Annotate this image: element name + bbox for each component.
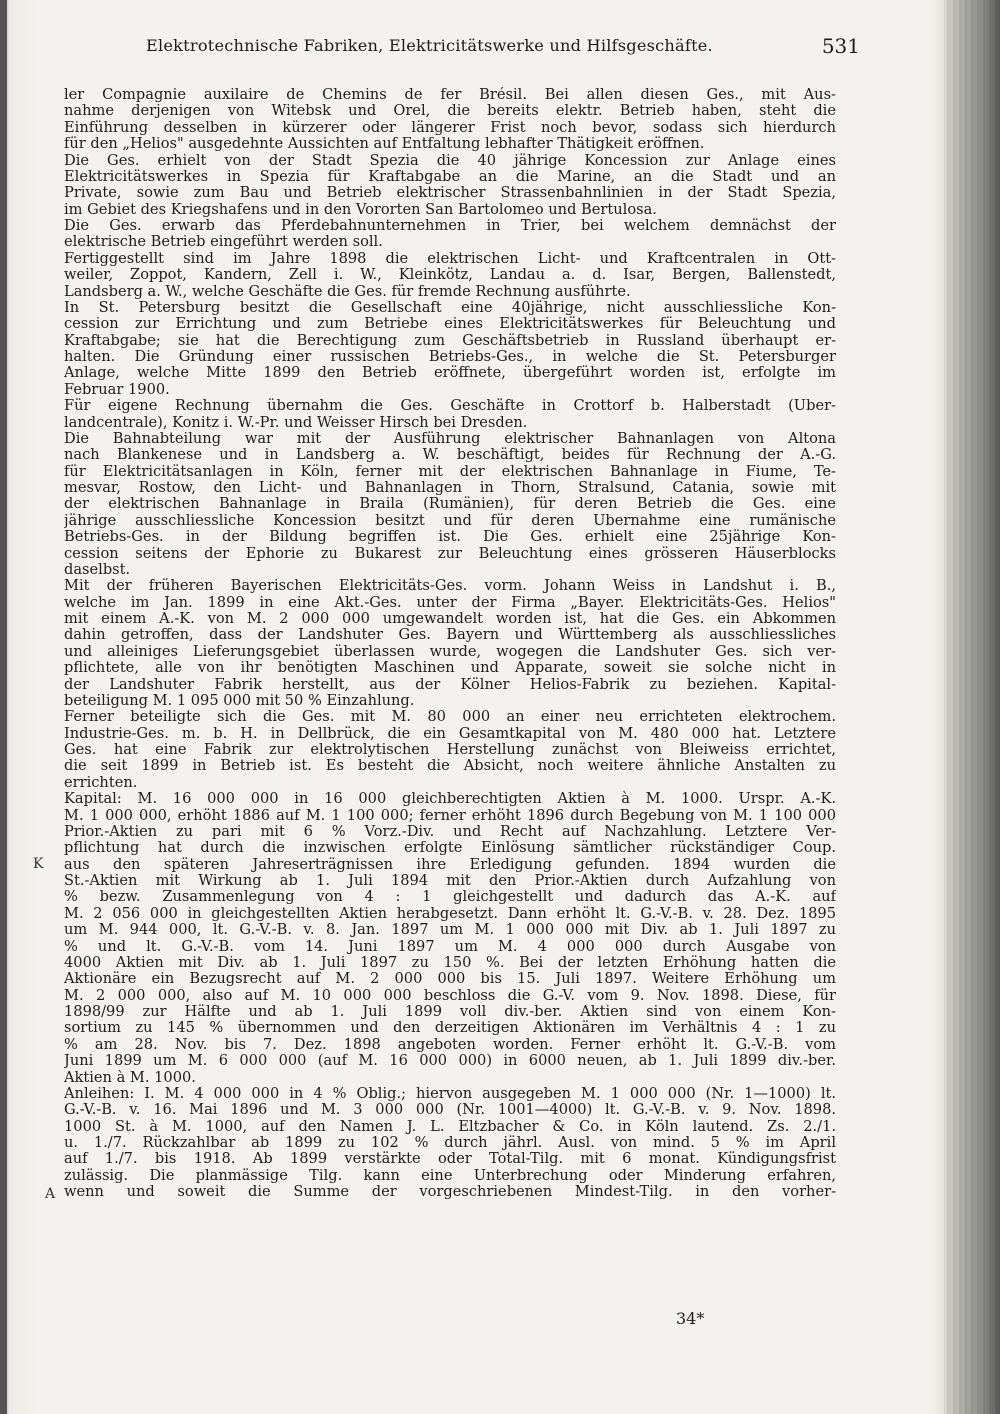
text-line: % bezw. Zusammenlegung von 4 : 1 gleichgestellt und dadurch das A.-K. auf: [64, 889, 836, 906]
text-line: Kapital: M. 16 000 000 in 16 000 gleichberechtigten Aktien à M. 1000. Urspr. A.-K.: [64, 791, 836, 808]
text-line: 1000 St. à M. 1000, auf den Namen J. L. Eltzbacher & Co. in Köln lautend. Zs. 2./1.: [64, 1118, 836, 1135]
text-line: cession seitens der Ephorie zu Bukarest zur Beleuchtung eines grösseren Häuserblocks: [64, 545, 836, 562]
text-line: mit einem A.-K. von M. 2 000 000 umgewandelt worden ist, hat die Ges. ein Abkommen: [64, 611, 836, 627]
text-line: M. 2 000 000, also auf M. 10 000 000 beschloss die G.-V. vom 9. Nov. 1898. Diese, für: [64, 987, 836, 1004]
text-line: wenn und soweit die Summe der vorgeschriebenen Mindest-Tilg. in den vorher-: [64, 1184, 836, 1201]
text-line: In St. Petersburg besitzt die Gesellschaft eine 40jährige, nicht ausschliessliche Kon-: [64, 299, 836, 316]
text-line: % und lt. G.-V.-B. vom 14. Juni 1897 um M. 4 000 000 durch Ausgabe von: [64, 938, 836, 955]
text-line: Elektricitätswerkes in Spezia für Kraftabgabe an die Marine, an die Stadt und an: [64, 168, 836, 185]
text-line: 1898/99 zur Hälfte und ab 1. Juli 1899 voll div.-ber. Aktien sind von einem Kon-: [64, 1004, 836, 1020]
text-line: elektrische Betrieb eingeführt werden soll.: [64, 234, 383, 251]
text-line: im Gebiet des Kriegshafens und in den Vororten San Bartolomeo und Bertulosa.: [64, 201, 657, 218]
margin-mark-anleihen: A: [45, 1186, 56, 1202]
text-line: Anleihen: I. M. 4 000 000 in 4 % Oblig.; hiervon ausgegeben M. 1 000 000 (Nr. 1—1000) lt.: [64, 1085, 836, 1102]
text-line: Für eigene Rechnung übernahm die Ges. Geschäfte in Crottorf b. Halberstadt (Über-: [64, 398, 836, 415]
text-line: aus den späteren Jahreserträgnissen ihre Erledigung gefunden. 1894 wurden die: [64, 856, 836, 873]
text-line: jährige ausschliessliche Koncession besitzt und für deren Übernahme eine rumänische: [64, 512, 836, 529]
text-line: M. 2 056 000 in gleichgestellten Aktien herabgesetzt. Dann erhöht lt. G.-V.-B. v. 28. Dez. 1895: [64, 905, 836, 922]
text-line: u. 1./7. Rückzahlbar ab 1899 zu 102 % durch jährl. Ausl. von mind. 5 % im April: [64, 1135, 836, 1151]
text-line: weiler, Zoppot, Kandern, Zell i. W., Kleinkötz, Landau a. d. Isar, Bergen, Ballenstedt,: [64, 267, 836, 284]
text-line: Die Bahnabteilung war mit der Ausführung elektrischer Bahnanlagen von Altona: [64, 430, 836, 447]
text-line: dahin getroffen, dass der Landshuter Ges. Bayern und Württemberg als ausschliessliches: [64, 627, 836, 644]
text-line: für Elektricitätsanlagen in Köln, ferner mit der elektrischen Bahnanlage in Fiume, Te-: [64, 463, 836, 480]
text-line: G.-V.-B. v. 16. Mai 1896 und M. 3 000 000 (Nr. 1001—4000) lt. G.-V.-B. v. 9. Nov. 1898.: [64, 1102, 836, 1119]
text-line: errichten.: [64, 774, 138, 791]
text-line: mesvar, Rostow, den Licht- und Bahnanlagen in Thorn, Stralsund, Catania, sowie mit: [64, 480, 836, 496]
text-line: Einführung desselben in kürzerer oder längerer Frist noch bevor, sodass sich hierdurch: [64, 119, 836, 136]
text-line: Prior.-Aktien zu pari mit 6 % Vorz.-Div. und Recht auf Nachzahlung. Letztere Ver-: [64, 823, 836, 840]
text-line: Betriebs-Ges. in der Bildung begriffen ist. Die Ges. erhielt eine 25jährige Kon-: [64, 529, 836, 546]
text-line: landcentrale), Konitz i. W.-Pr. und Weisser Hirsch bei Dresden.: [64, 414, 528, 431]
text-line: pflichtung hat durch die inzwischen erfolgte Einlösung sämtlicher rückständiger Coup.: [64, 840, 836, 857]
text-line: daselbst.: [64, 561, 131, 578]
text-line: nach Blankenese und in Landsberg a. W. beschäftigt, beides für Rechnung der A.-G.: [64, 447, 836, 464]
text-line: Kraftabgabe; sie hat die Berechtigung zum Geschäftsbetrieb in Russland überhaupt er-: [64, 332, 836, 349]
body-text: [64, 87, 836, 1201]
text-line: um M. 944 000, lt. G.-V.-B. v. 8. Jan. 1897 um M. 1 000 000 mit Div. ab 1. Juli 1897 zu: [64, 922, 836, 939]
text-line: Aktien à M. 1000.: [64, 1069, 196, 1086]
text-line: % am 28. Nov. bis 7. Dez. 1898 angeboten worden. Ferner erhöht lt. G.-V.-B. vom: [64, 1036, 836, 1053]
text-line: welche im Jan. 1899 in eine Akt.-Ges. unter der Firma „Bayer. Elektricitäts-Ges. Helios": [64, 594, 836, 611]
text-line: St.-Aktien mit Wirkung ab 1. Juli 1894 mit den Prior.-Aktien durch Aufzahlung von: [64, 873, 836, 889]
signature-mark: 34*: [676, 1309, 705, 1328]
text-line: Ferner beteiligte sich die Ges. mit M. 80 000 an einer neu errichteten elektrochem.: [64, 709, 836, 726]
text-line: der Landshuter Fabrik herstellt, aus der Kölner Helios-Fabrik zu beziehen. Kapital-: [64, 676, 836, 693]
text-line: Private, sowie zum Bau und Betrieb elektrischer Strassenbahnlinien in der Stadt Spezia,: [64, 185, 836, 202]
text-line: Ges. hat eine Fabrik zur elektrolytischen Herstellung zunächst von Bleiweiss errichtet,: [64, 742, 836, 758]
margin-mark-kapital: K: [33, 856, 44, 872]
running-title: Elektrotechnische Fabriken, Elektricitätswerke und Hilfsgeschäfte.: [146, 36, 713, 55]
page-left-shadow: [0, 0, 7, 1414]
text-line: Fertiggestellt sind im Jahre 1898 die elektrischen Licht- und Kraftcentralen in Ott-: [64, 250, 836, 267]
book-binding-edge: [944, 0, 1000, 1414]
text-line: Die Ges. erwarb das Pferdebahnunternehmen in Trier, bei welchem demnächst der: [64, 218, 836, 234]
page-number: 531: [821, 34, 860, 58]
text-line: M. 1 000 000, erhöht 1886 auf M. 1 100 000; ferner erhöht 1896 durch Begebung von M. 1 100 000: [64, 807, 836, 824]
text-line: Juni 1899 um M. 6 000 000 (auf M. 16 000 000) in 6000 neuen, ab 1. Juli 1899 div.-ber.: [64, 1053, 836, 1070]
text-line: 4000 Aktien mit Div. ab 1. Juli 1897 zu 150 %. Bei der letzten Erhöhung hatten die: [64, 954, 836, 971]
running-head: [60, 36, 860, 62]
text-line: und alleiniges Lieferungsgebiet überlassen wurde, wogegen die Landshuter Ges. sich ver-: [64, 643, 836, 660]
text-line: pflichtete, alle von ihr benötigten Maschinen und Apparate, soweit sie solche nicht in: [64, 660, 836, 677]
text-line: cession zur Errichtung und zum Betriebe eines Elektricitätswerkes für Beleuchtung und: [64, 316, 836, 333]
text-line: zulässig. Die planmässige Tilg. kann eine Unterbrechung oder Minderung erfahren,: [64, 1167, 836, 1184]
text-line: Aktionäre ein Bezugsrecht auf M. 2 000 000 bis 15. Juli 1897. Weitere Erhöhung um: [64, 971, 836, 988]
text-line: halten. Die Gründung einer russischen Betriebs-Ges., in welche die St. Petersburger: [64, 349, 836, 365]
text-line: auf 1./7. bis 1918. Ab 1899 verstärkte oder Total-Tilg. mit 6 monat. Kündigungsfrist: [64, 1151, 836, 1168]
text-line: der elektrischen Bahnanlage in Braila (Rumänien), für deren Betrieb die Ges. eine: [64, 496, 836, 513]
text-line: nahme derjenigen von Witebsk und Orel, die bereits elektr. Betrieb haben, steht die: [64, 103, 836, 120]
text-line: Anlage, welche Mitte 1899 den Betrieb eröffnete, übergeführt worden ist, erfolgte im: [64, 365, 836, 382]
text-line: für den „Helios" ausgedehnte Aussichten auf Entfaltung lebhafter Thätigkeit eröffnen.: [64, 136, 705, 153]
text-line: die seit 1899 in Betrieb ist. Es besteht die Absicht, noch weitere ähnliche Anstalten zu: [64, 758, 836, 775]
text-line: Februar 1900.: [64, 381, 170, 398]
text-line: Landsberg a. W., welche Geschäfte die Ges. für fremde Rechnung ausführte.: [64, 283, 631, 300]
text-line: beteiligung M. 1 095 000 mit 50 % Einzahlung.: [64, 692, 415, 709]
text-line: ler Compagnie auxilaire de Chemins de fer Brésil. Bei allen diesen Ges., mit Aus-: [64, 87, 836, 103]
text-line: Industrie-Ges. m. b. H. in Dellbrück, die ein Gesamtkapital von M. 480 000 hat. Letztere: [64, 725, 836, 742]
text-line: sortium zu 145 % übernommen und den derzeitigen Aktionären im Verhältnis 4 : 1 zu: [64, 1020, 836, 1037]
text-line: Die Ges. erhielt von der Stadt Spezia die 40 jährige Koncession zur Anlage eines: [64, 152, 836, 169]
text-line: Mit der früheren Bayerischen Elektricitäts-Ges. vorm. Johann Weiss in Landshut i. B.,: [64, 578, 836, 595]
